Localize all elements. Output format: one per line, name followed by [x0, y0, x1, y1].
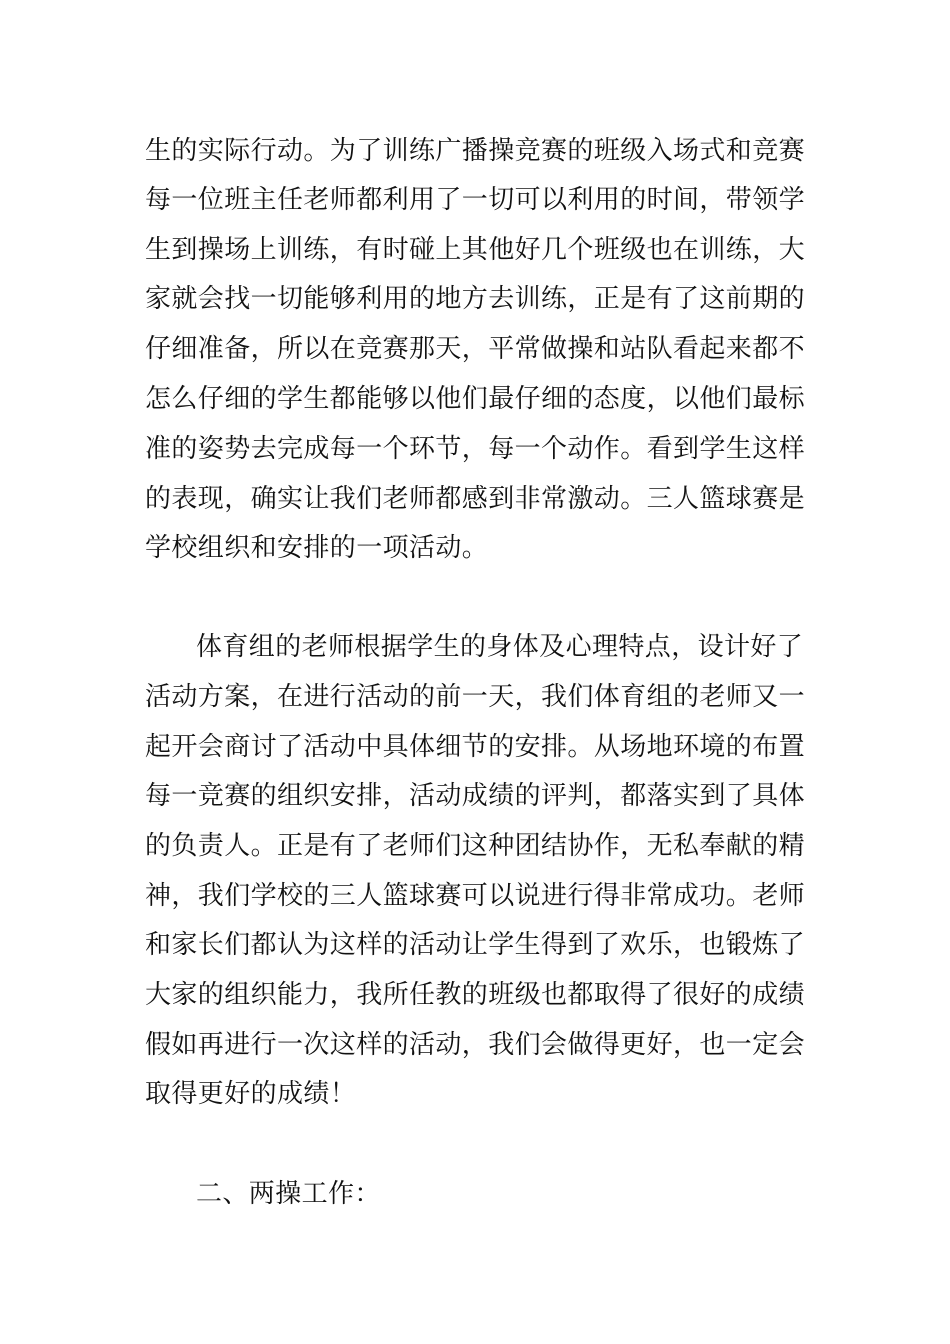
text-line: 的表现，确实让我们老师都感到非常激动。三人篮球赛是 — [145, 484, 806, 514]
text-line: 家就会找一切能够利用的地方去训练，正是有了这前期的 — [145, 284, 806, 314]
text-line: 和家长们都认为这样的活动让学生得到了欢乐，也锻炼了 — [145, 930, 806, 960]
text-line: 起开会商讨了活动中具体细节的安排。从场地环境的布置 — [145, 732, 806, 762]
text-line: 神，我们学校的三人篮球赛可以说进行得非常成功。老师 — [145, 881, 806, 911]
text-line: 准的姿势去完成每一个环节，每一个动作。看到学生这样 — [145, 434, 806, 464]
text-line: 活动方案，在进行活动的前一天，我们体育组的老师又一 — [145, 682, 806, 712]
text-line: 假如再进行一次这样的活动，我们会做得更好，也一定会 — [145, 1030, 806, 1060]
text-line: 生的实际行动。为了训练广播操竞赛的班级入场式和竞赛 — [145, 136, 806, 166]
text-line: 每一竞赛的组织安排，活动成绩的评判，都落实到了具体 — [145, 781, 806, 811]
text-line: 怎么仔细的学生都能够以他们最仔细的态度，以他们最标 — [145, 384, 806, 414]
text-line: 学校组织和安排的一项活动。 — [145, 533, 489, 563]
text-line: 体育组的老师根据学生的身体及心理特点，设计好了 — [196, 632, 804, 662]
section-heading: 二、两操工作： — [196, 1179, 381, 1209]
text-line: 每一位班主任老师都利用了一切可以利用的时间，带领学 — [145, 185, 806, 215]
text-line: 生到操场上训练，有时碰上其他好几个班级也在训练，大 — [145, 235, 806, 265]
text-line: 的负责人。正是有了老师们这种团结协作，无私奉献的精 — [145, 831, 806, 861]
text-line: 大家的组织能力，我所任教的班级也都取得了很好的成绩 — [145, 980, 806, 1010]
text-line: 取得更好的成绩！ — [145, 1079, 357, 1109]
text-line: 仔细准备，所以在竞赛那天，平常做操和站队看起来都不 — [145, 334, 806, 364]
